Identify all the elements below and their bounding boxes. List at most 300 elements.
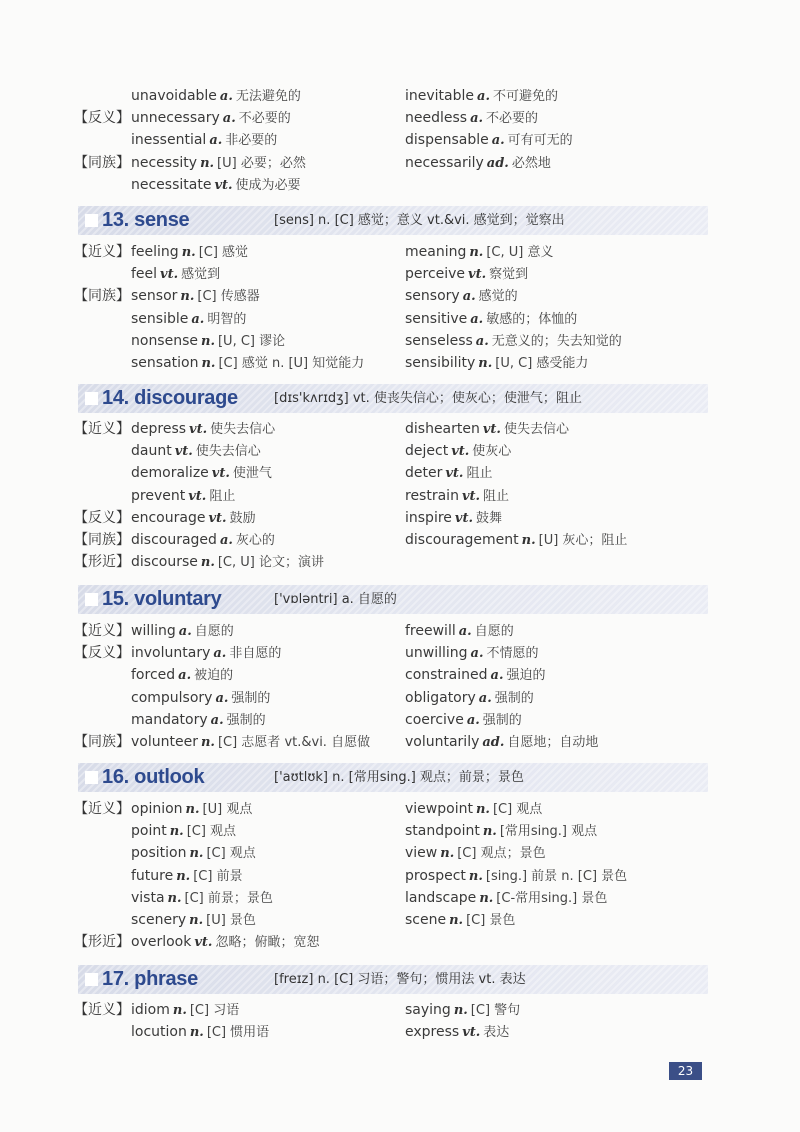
entry-header bbox=[78, 384, 708, 413]
part-of-speech: n. bbox=[201, 356, 216, 371]
vocab-item bbox=[131, 999, 239, 1022]
vocab-meaning: 可有可无的 bbox=[507, 133, 573, 149]
vocab-item bbox=[405, 909, 515, 932]
vocab-word: overlook bbox=[131, 934, 192, 951]
vocab-item bbox=[405, 887, 607, 910]
entry-definition: [dɪs'kʌrɪdʒ] vt. 使丧失信心；使灰心；使泄气；阻止 bbox=[274, 391, 582, 406]
vocab-word: scene bbox=[405, 912, 447, 928]
vocab-item bbox=[405, 418, 569, 441]
part-of-speech: a. bbox=[178, 624, 192, 639]
relation-tag: 【近义】 bbox=[74, 623, 130, 639]
vocab-meaning: 强制的 bbox=[231, 690, 271, 706]
vocab-row bbox=[0, 174, 800, 196]
vocab-meaning: [C] 警句 bbox=[470, 1003, 521, 1018]
vocab-item bbox=[131, 798, 252, 821]
vocab-word: demoralize bbox=[131, 465, 209, 482]
part-of-speech: a. bbox=[219, 89, 233, 104]
vocab-meaning: 自愿的 bbox=[474, 624, 514, 639]
vocab-meaning: 被迫的 bbox=[194, 668, 234, 684]
entry-header bbox=[78, 763, 708, 792]
part-of-speech: vt. bbox=[188, 488, 207, 504]
part-of-speech: a. bbox=[215, 690, 229, 706]
vocab-word: prevent bbox=[131, 487, 186, 504]
vocab-item bbox=[131, 152, 306, 175]
part-of-speech: n. bbox=[475, 802, 490, 817]
vocab-item bbox=[131, 107, 291, 130]
vocab-row bbox=[0, 887, 800, 909]
vocab-row bbox=[0, 820, 800, 842]
vocab-word: landscape bbox=[405, 889, 477, 906]
vocab-row bbox=[0, 352, 800, 374]
part-of-speech: n. bbox=[201, 333, 215, 349]
vocab-word: daunt bbox=[131, 443, 172, 460]
vocab-item bbox=[405, 798, 542, 821]
vocab-row bbox=[0, 129, 800, 151]
vocab-word: saying bbox=[405, 1002, 451, 1018]
part-of-speech: vt. bbox=[189, 422, 208, 437]
vocab-item bbox=[131, 308, 246, 331]
vocab-meaning: [U, C] 感受能力 bbox=[495, 356, 589, 371]
vocab-item bbox=[405, 330, 622, 353]
vocab-row bbox=[0, 241, 800, 263]
vocab-row bbox=[0, 462, 800, 484]
vocab-item bbox=[405, 664, 546, 687]
vocab-item bbox=[405, 731, 598, 754]
vocab-item bbox=[131, 931, 319, 954]
vocab-meaning: 无意义的；失去知觉的 bbox=[491, 333, 622, 349]
vocab-meaning: 使灰心 bbox=[472, 444, 512, 460]
vocab-item bbox=[405, 620, 514, 643]
vocab-meaning: 使失去信心 bbox=[195, 444, 261, 460]
part-of-speech: ad. bbox=[482, 735, 505, 750]
vocab-word: inspire bbox=[405, 509, 452, 526]
vocab-item bbox=[405, 152, 551, 175]
vocab-word: standpoint bbox=[405, 823, 480, 840]
vocab-meaning: [U] 灰心；阻止 bbox=[538, 533, 628, 548]
vocab-meaning: 无法避免的 bbox=[235, 89, 301, 104]
relation-tag: 【反义】 bbox=[74, 110, 130, 127]
part-of-speech: a. bbox=[478, 690, 492, 706]
vocab-meaning: 非自愿的 bbox=[229, 646, 282, 662]
vocab-item bbox=[131, 462, 272, 485]
vocab-row bbox=[0, 842, 800, 864]
vocab-word: position bbox=[131, 845, 187, 862]
vocab-meaning: 忽略；俯瞰；宽恕 bbox=[215, 935, 320, 951]
vocab-word: sensory bbox=[405, 288, 460, 305]
vocab-item bbox=[131, 865, 243, 888]
part-of-speech: vt. bbox=[214, 177, 233, 193]
vocab-item bbox=[405, 263, 528, 286]
vocab-meaning: 感觉的 bbox=[478, 289, 518, 305]
part-of-speech: n. bbox=[200, 155, 215, 171]
part-of-speech: vt. bbox=[461, 488, 481, 504]
vocab-row bbox=[0, 687, 800, 709]
part-of-speech: a. bbox=[490, 668, 504, 684]
relation-tag: 【形近】 bbox=[74, 934, 130, 951]
vocab-item bbox=[405, 1021, 509, 1044]
entry-headword: 15. voluntary bbox=[102, 588, 222, 610]
vocab-item bbox=[131, 263, 220, 286]
vocab-row bbox=[0, 107, 800, 129]
vocab-meaning: [C] 感觉 n. [U] 知觉能力 bbox=[218, 356, 365, 371]
vocab-meaning: [C] 志愿者 vt.&vi. 自愿做 bbox=[217, 735, 371, 750]
vocab-word: unavoidable bbox=[131, 88, 217, 104]
vocab-item bbox=[405, 462, 492, 485]
vocab-meaning: 灰心的 bbox=[235, 533, 275, 548]
vocab-meaning: 自愿的 bbox=[194, 624, 234, 639]
part-of-speech: a. bbox=[178, 668, 192, 684]
vocab-word: deject bbox=[405, 443, 449, 460]
vocab-meaning: [C] 观点；景色 bbox=[457, 846, 546, 862]
vocab-word: inessential bbox=[131, 132, 207, 149]
vocab-row bbox=[0, 909, 800, 931]
vocab-row bbox=[0, 551, 800, 573]
part-of-speech: vt. bbox=[160, 267, 179, 283]
vocab-item bbox=[405, 820, 597, 843]
part-of-speech: a. bbox=[219, 533, 233, 548]
entry-definition: [sens] n. [C] 感觉；意义 vt.&vi. 感觉到；觉察出 bbox=[274, 213, 565, 228]
vocab-word: coercive bbox=[405, 711, 464, 728]
vocab-meaning: 不必要的 bbox=[238, 111, 291, 127]
part-of-speech: a. bbox=[470, 311, 484, 327]
part-of-speech: n. bbox=[468, 868, 483, 884]
vocab-meaning: 阻止 bbox=[466, 466, 493, 482]
vocab-word: deter bbox=[405, 465, 443, 482]
vocab-word: scenery bbox=[131, 912, 187, 928]
vocab-word: involuntary bbox=[131, 645, 211, 662]
vocab-meaning: 感觉到 bbox=[181, 267, 221, 283]
vocab-word: view bbox=[405, 845, 438, 862]
entry-headword: 16. outlook bbox=[102, 766, 205, 788]
vocab-word: unwilling bbox=[405, 645, 468, 662]
part-of-speech: a. bbox=[191, 311, 205, 327]
vocab-word: mandatory bbox=[131, 711, 208, 728]
vocab-word: point bbox=[131, 823, 167, 840]
vocab-row bbox=[0, 1021, 800, 1043]
vocab-word: needless bbox=[405, 110, 468, 127]
vocab-item bbox=[131, 418, 275, 441]
vocab-word: encourage bbox=[131, 509, 206, 526]
vocab-item bbox=[131, 664, 233, 687]
vocab-meaning: [C] 观点 bbox=[206, 846, 256, 862]
vocab-item bbox=[405, 129, 573, 152]
vocab-word: express bbox=[405, 1024, 460, 1041]
vocab-word: necessitate bbox=[131, 176, 212, 193]
vocab-word: necessarily bbox=[405, 154, 484, 171]
entry-definition: ['vɒləntri] a. 自愿的 bbox=[274, 592, 397, 607]
vocab-word: inevitable bbox=[405, 88, 475, 104]
vocab-item bbox=[405, 485, 509, 508]
vocab-meaning: 非必要的 bbox=[225, 133, 278, 149]
vocab-item bbox=[131, 709, 266, 732]
part-of-speech: n. bbox=[453, 1003, 468, 1018]
part-of-speech: a. bbox=[470, 111, 484, 127]
vocab-word: sensation bbox=[131, 355, 199, 371]
vocab-row bbox=[0, 308, 800, 330]
vocab-word: locution bbox=[131, 1024, 187, 1041]
vocab-word: obligatory bbox=[405, 689, 476, 706]
vocab-meaning: 强制的 bbox=[226, 712, 266, 728]
vocab-meaning: [C] 习语 bbox=[189, 1003, 240, 1018]
vocab-row bbox=[0, 507, 800, 529]
entry-definition: ['aʊtlʊk] n. [常用sing.] 观点；前景；景色 bbox=[274, 770, 524, 785]
vocab-word: discouraged bbox=[131, 532, 217, 548]
vocab-word: vista bbox=[131, 889, 165, 906]
vocab-meaning: 强制的 bbox=[482, 712, 522, 728]
part-of-speech: n. bbox=[180, 289, 195, 305]
vocab-item bbox=[131, 174, 301, 197]
vocab-item bbox=[405, 107, 538, 130]
vocab-word: discourse bbox=[131, 554, 198, 571]
part-of-speech: vt. bbox=[482, 422, 501, 437]
vocab-word: volunteer bbox=[131, 734, 198, 750]
vocab-meaning: 使成为必要 bbox=[235, 177, 301, 193]
vocab-word: prospect bbox=[405, 867, 466, 884]
part-of-speech: n. bbox=[482, 824, 497, 840]
vocab-item bbox=[131, 551, 324, 574]
relation-tag: 【反义】 bbox=[74, 645, 130, 662]
vocab-row bbox=[0, 263, 800, 285]
relation-tag: 【形近】 bbox=[74, 554, 130, 571]
vocab-item bbox=[131, 285, 260, 308]
part-of-speech: vt. bbox=[208, 510, 227, 526]
part-of-speech: a. bbox=[475, 333, 489, 349]
entry-header bbox=[78, 585, 708, 614]
entry-headword: 13. sense bbox=[102, 209, 190, 231]
part-of-speech: n. bbox=[189, 1025, 204, 1041]
vocab-item bbox=[405, 241, 553, 264]
vocab-item bbox=[131, 687, 270, 710]
vocab-item bbox=[405, 842, 546, 865]
vocab-word: dispensable bbox=[405, 132, 489, 149]
relation-tag: 【反义】 bbox=[74, 509, 130, 526]
vocab-meaning: [C] 景色 bbox=[466, 913, 516, 928]
vocab-row bbox=[0, 285, 800, 307]
vocab-word: necessity bbox=[131, 154, 198, 171]
part-of-speech: vt. bbox=[445, 466, 464, 482]
vocab-meaning: [sing.] 前景 n. [C] 景色 bbox=[485, 868, 628, 884]
vocab-meaning: [C, U] 意义 bbox=[486, 245, 554, 260]
vocab-row bbox=[0, 798, 800, 820]
vocab-row bbox=[0, 418, 800, 440]
part-of-speech: n. bbox=[521, 533, 536, 548]
vocab-meaning: 表达 bbox=[483, 1025, 510, 1041]
vocab-item bbox=[405, 999, 520, 1022]
vocab-word: sensitive bbox=[405, 310, 468, 327]
part-of-speech: n. bbox=[176, 868, 191, 884]
vocab-word: willing bbox=[131, 623, 176, 639]
vocab-item bbox=[405, 285, 518, 308]
part-of-speech: a. bbox=[458, 624, 472, 639]
part-of-speech: n. bbox=[189, 846, 204, 862]
vocab-item bbox=[131, 820, 236, 843]
vocab-item bbox=[405, 529, 627, 552]
vocab-item bbox=[131, 909, 256, 932]
vocab-row bbox=[0, 664, 800, 686]
part-of-speech: a. bbox=[470, 646, 484, 662]
vocab-meaning: 自愿地；自动地 bbox=[507, 735, 599, 750]
vocab-row bbox=[0, 709, 800, 731]
vocab-word: constrained bbox=[405, 667, 488, 684]
part-of-speech: a. bbox=[209, 133, 223, 149]
vocab-item bbox=[131, 887, 273, 910]
vocab-word: idiom bbox=[131, 1002, 170, 1018]
part-of-speech: n. bbox=[478, 356, 493, 371]
part-of-speech: a. bbox=[210, 712, 224, 728]
vocab-item bbox=[405, 865, 627, 888]
entry-headword: 14. discourage bbox=[102, 387, 238, 409]
part-of-speech: vt. bbox=[451, 444, 470, 460]
vocab-meaning: 使泄气 bbox=[232, 466, 272, 482]
vocab-item bbox=[131, 731, 370, 754]
vocab-row bbox=[0, 999, 800, 1021]
vocab-meaning: [C] 惯用语 bbox=[206, 1025, 270, 1041]
vocab-item bbox=[131, 352, 364, 375]
part-of-speech: ad. bbox=[486, 155, 509, 171]
vocab-item bbox=[405, 440, 511, 463]
vocab-item bbox=[405, 642, 538, 665]
part-of-speech: a. bbox=[222, 111, 236, 127]
entry-header bbox=[78, 206, 708, 235]
vocab-word: feel bbox=[131, 266, 158, 283]
vocab-meaning: 鼓励 bbox=[229, 510, 256, 526]
vocab-meaning: [常用sing.] 观点 bbox=[499, 824, 598, 840]
vocab-meaning: [U] 景色 bbox=[206, 913, 256, 928]
vocab-row bbox=[0, 642, 800, 664]
vocab-item bbox=[131, 529, 275, 552]
relation-tag: 【同族】 bbox=[74, 288, 130, 305]
vocab-meaning: [C, U] 论文；演讲 bbox=[217, 555, 324, 571]
entry-definition: [freɪz] n. [C] 习语；警句；惯用法 vt. 表达 bbox=[274, 972, 526, 987]
part-of-speech: n. bbox=[185, 802, 200, 817]
vocab-item bbox=[405, 507, 502, 530]
relation-tag: 【近义】 bbox=[74, 421, 130, 437]
vocab-meaning: 阻止 bbox=[483, 488, 510, 504]
part-of-speech: n. bbox=[200, 555, 215, 571]
part-of-speech: vt. bbox=[468, 267, 487, 283]
part-of-speech: n. bbox=[200, 735, 215, 750]
relation-tag: 【近义】 bbox=[74, 801, 130, 817]
vocab-meaning: 使失去信心 bbox=[210, 422, 276, 437]
part-of-speech: a. bbox=[466, 712, 480, 728]
vocab-meaning: [C] 感觉 bbox=[198, 245, 249, 260]
vocab-meaning: [C] 前景 bbox=[193, 868, 243, 884]
part-of-speech: n. bbox=[181, 245, 196, 260]
vocab-item bbox=[131, 842, 256, 865]
vocab-meaning: [C-常用sing.] 景色 bbox=[496, 890, 608, 906]
relation-tag: 【同族】 bbox=[74, 532, 130, 548]
vocab-word: sensible bbox=[131, 310, 189, 327]
relation-tag: 【近义】 bbox=[74, 1002, 130, 1018]
part-of-speech: vt. bbox=[174, 444, 193, 460]
vocab-word: unnecessary bbox=[131, 110, 220, 127]
vocab-row bbox=[0, 485, 800, 507]
vocab-row bbox=[0, 620, 800, 642]
vocab-row bbox=[0, 529, 800, 551]
vocab-item bbox=[131, 440, 261, 463]
vocab-item bbox=[405, 352, 588, 375]
vocab-word: sensor bbox=[131, 288, 178, 305]
vocab-meaning: 鼓舞 bbox=[476, 510, 503, 526]
vocab-meaning: [C] 传感器 bbox=[197, 289, 260, 305]
part-of-speech: a. bbox=[213, 646, 227, 662]
vocab-meaning: 强制的 bbox=[494, 690, 534, 706]
relation-tag: 【同族】 bbox=[74, 734, 130, 750]
vocab-meaning: 不必要的 bbox=[486, 111, 539, 127]
vocab-item bbox=[131, 620, 234, 643]
vocab-item bbox=[131, 1021, 269, 1044]
vocab-row bbox=[0, 152, 800, 174]
vocab-meaning: [C] 观点 bbox=[186, 824, 237, 840]
part-of-speech: n. bbox=[169, 824, 184, 840]
square-bullet-icon bbox=[85, 392, 98, 405]
vocab-item bbox=[405, 308, 577, 331]
relation-tag: 【近义】 bbox=[74, 244, 130, 260]
vocab-item bbox=[131, 330, 285, 353]
vocab-word: voluntarily bbox=[405, 734, 480, 750]
vocab-meaning: 不可避免的 bbox=[492, 89, 558, 104]
vocab-item bbox=[131, 485, 235, 508]
vocab-meaning: 必然地 bbox=[511, 155, 551, 171]
part-of-speech: vt. bbox=[211, 466, 230, 482]
vocab-meaning: [C] 前景；景色 bbox=[184, 890, 273, 906]
vocab-word: feeling bbox=[131, 244, 179, 260]
vocab-meaning: [U] 观点 bbox=[202, 802, 253, 817]
square-bullet-icon bbox=[85, 771, 98, 784]
vocab-row bbox=[0, 731, 800, 753]
vocab-word: compulsory bbox=[131, 689, 213, 706]
vocab-word: freewill bbox=[405, 623, 456, 639]
vocab-word: perceive bbox=[405, 266, 466, 283]
relation-tag: 【同族】 bbox=[74, 154, 130, 171]
part-of-speech: n. bbox=[479, 890, 494, 906]
vocab-row bbox=[0, 865, 800, 887]
vocab-item bbox=[131, 129, 277, 152]
vocab-meaning: 强迫的 bbox=[506, 668, 546, 684]
vocab-meaning: 阻止 bbox=[209, 488, 236, 504]
vocab-meaning: 不情愿的 bbox=[486, 646, 539, 662]
vocab-word: dishearten bbox=[405, 421, 480, 437]
vocab-word: forced bbox=[131, 667, 176, 684]
part-of-speech: a. bbox=[462, 289, 476, 305]
part-of-speech: vt. bbox=[194, 935, 213, 951]
vocab-word: viewpoint bbox=[405, 801, 473, 817]
page-number: 23 bbox=[669, 1062, 702, 1080]
square-bullet-icon bbox=[85, 973, 98, 986]
vocab-word: senseless bbox=[405, 332, 473, 349]
square-bullet-icon bbox=[85, 593, 98, 606]
part-of-speech: vt. bbox=[462, 1025, 481, 1041]
vocab-meaning: [U, C] 谬论 bbox=[217, 333, 286, 349]
part-of-speech: n. bbox=[189, 913, 204, 928]
vocab-word: nonsense bbox=[131, 332, 198, 349]
vocab-meaning: [C] 观点 bbox=[492, 802, 543, 817]
vocab-item bbox=[405, 709, 522, 732]
vocab-word: sensibility bbox=[405, 355, 476, 371]
vocab-row bbox=[0, 330, 800, 352]
square-bullet-icon bbox=[85, 214, 98, 227]
vocab-item bbox=[405, 85, 558, 108]
vocab-row bbox=[0, 440, 800, 462]
vocab-item bbox=[131, 241, 248, 264]
vocab-meaning: 明智的 bbox=[207, 311, 247, 327]
vocab-item bbox=[131, 85, 301, 108]
part-of-speech: n. bbox=[167, 890, 182, 906]
part-of-speech: a. bbox=[477, 89, 490, 104]
vocab-meaning: 敏感的；体恤的 bbox=[486, 311, 578, 327]
vocab-row bbox=[0, 931, 800, 953]
vocab-row bbox=[0, 85, 800, 107]
